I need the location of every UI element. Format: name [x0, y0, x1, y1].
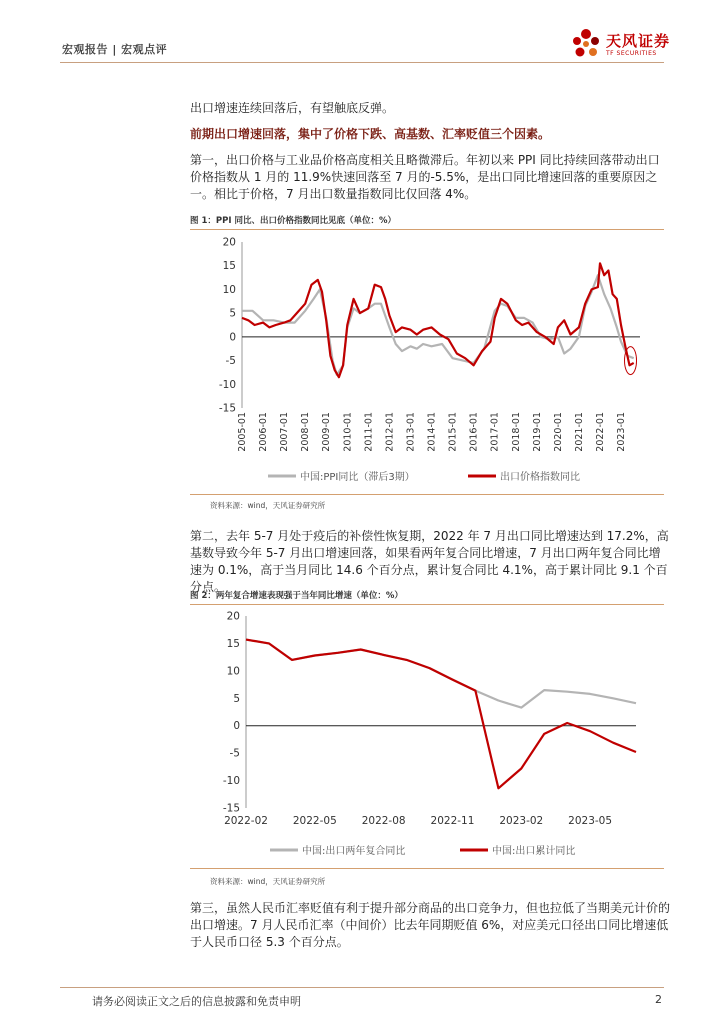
paragraph-4: 第二，去年 5-7 月处于疫后的补偿性恢复期，2022 年 7 月出口同比增速达到 17.2%，高基数导致今年 5-7 月出口增速回落，如果看两年复合同比增速，7 月出口两年复合同比增速为 0.1%，高于当月同比 14.6 个百分点，累计复合同比 4.1%，高于累计同比 9.1 个百分点。: [190, 529, 669, 594]
x-tick-label: 2010-01: [342, 412, 354, 452]
y-tick-label: -5: [229, 747, 240, 760]
series-line-2: [242, 263, 634, 377]
y-tick-label: 20: [226, 610, 240, 623]
y-tick-label: -10: [222, 775, 240, 788]
figure-2-top-rule: [190, 604, 664, 605]
x-tick-label: 2022-11: [430, 815, 475, 827]
x-tick-label: 2014-01: [426, 412, 438, 452]
legend-label-2: 中国:出口累计同比: [492, 846, 576, 857]
figure-1-title: 图 1：PPI 同比、出口价格指数同比见底（单位：%）: [190, 216, 396, 226]
x-tick-label: 2011-01: [363, 412, 375, 452]
figure-2-source: 资料来源：wind，天风证券研究所: [210, 877, 326, 886]
legend-label-1: 中国:PPI同比（滞后3期）: [300, 472, 415, 483]
x-tick-label: 2006-01: [258, 412, 270, 452]
x-tick-label: 2012-01: [384, 412, 396, 452]
report-section-label: 宏观报告 | 宏观点评: [62, 43, 168, 56]
paragraph-3: 第一，出口价格与工业品价格高度相关且略微滞后。年初以来 PPI 同比持续回落带动出口价格指数从 1 月的 11.9%快速回落至 7 月的-5.5%，是出口同比增速回落的重要原因之一。相比于价格，7 月出口数量指数同比仅回落 4%。: [190, 153, 660, 201]
footer-disclaimer: 请务必阅读正文之后的信息披露和免责申明: [92, 995, 301, 1008]
logo-text-en: TF SECURITIES: [606, 50, 657, 57]
logo-flower-icon: [568, 24, 604, 64]
y-tick-label: -5: [225, 355, 236, 368]
x-tick-label: 2016-01: [468, 412, 480, 452]
x-tick-label: 2009-01: [321, 412, 333, 452]
figure-1-top-rule: [190, 229, 664, 230]
x-tick-label: 2017-01: [489, 412, 501, 452]
y-tick-label: 15: [222, 260, 236, 273]
series-line-1: [242, 275, 634, 375]
x-tick-label: 2022-05: [292, 815, 337, 827]
legend-label-2: 出口价格指数同比: [500, 472, 580, 483]
header-divider: [60, 62, 664, 63]
x-tick-label: 2008-01: [300, 412, 312, 452]
company-logo: [568, 24, 678, 64]
y-tick-label: -10: [218, 378, 236, 391]
y-tick-label: 10: [226, 665, 240, 678]
paragraph-2-highlight: 前期出口增速回落，集中了价格下跌、高基数、汇率贬值三个因素。: [190, 127, 551, 141]
figure-2-bottom-rule: [190, 868, 664, 869]
x-tick-label: 2023-02: [499, 815, 544, 827]
x-tick-label: 2023-01: [616, 412, 628, 452]
x-tick-label: 2019-01: [531, 412, 543, 452]
paragraph-1: 出口增速连续回落后，有望触底反弹。: [190, 101, 395, 115]
y-tick-label: -15: [222, 802, 240, 815]
x-tick-label: 2015-01: [447, 412, 459, 452]
y-tick-label: 20: [222, 236, 236, 249]
y-tick-label: -15: [218, 402, 236, 415]
footer-divider: [60, 987, 664, 988]
figure-1-source: 资料来源：wind，天风证券研究所: [210, 501, 326, 510]
series-line-2: [246, 640, 636, 789]
y-tick-label: 0: [229, 331, 236, 344]
x-tick-label: 2013-01: [405, 412, 417, 452]
y-tick-label: 5: [233, 692, 240, 705]
x-tick-label: 2021-01: [573, 412, 585, 452]
x-tick-label: 2022-01: [594, 412, 606, 452]
x-tick-label: 2022-08: [361, 815, 406, 827]
legend-label-1: 中国:出口两年复合同比: [302, 846, 406, 857]
logo-text-cn: 天风证券: [606, 32, 671, 50]
x-tick-label: 2005-01: [237, 412, 248, 452]
y-tick-label: 5: [229, 307, 236, 320]
x-tick-label: 2020-01: [552, 412, 564, 452]
x-tick-label: 2023-05: [568, 815, 613, 827]
figure-1-bottom-rule: [190, 494, 664, 495]
y-tick-label: 15: [226, 637, 240, 650]
paragraph-5: 第三，虽然人民币汇率贬值有利于提升部分商品的出口竞争力，但也拉低了当期美元计价的出口增速。7 月人民币汇率（中间价）比去年同期贬值 6%，对应美元口径出口同比增速低于人民币口径 5.3 个百分点。: [190, 901, 671, 949]
chart-2: [190, 606, 664, 864]
figure-2-title: 图 2：两年复合增速表现强于当年同比增速（单位：%）: [190, 591, 403, 601]
page-number: 2: [655, 993, 662, 1006]
y-tick-label: 0: [233, 720, 240, 733]
x-tick-label: 2018-01: [510, 412, 522, 452]
y-tick-label: 10: [222, 283, 236, 296]
x-tick-label: 2007-01: [279, 412, 291, 452]
x-tick-label: 2022-02: [224, 815, 268, 827]
chart-1: [190, 232, 664, 490]
highlight-circle: [625, 347, 637, 375]
